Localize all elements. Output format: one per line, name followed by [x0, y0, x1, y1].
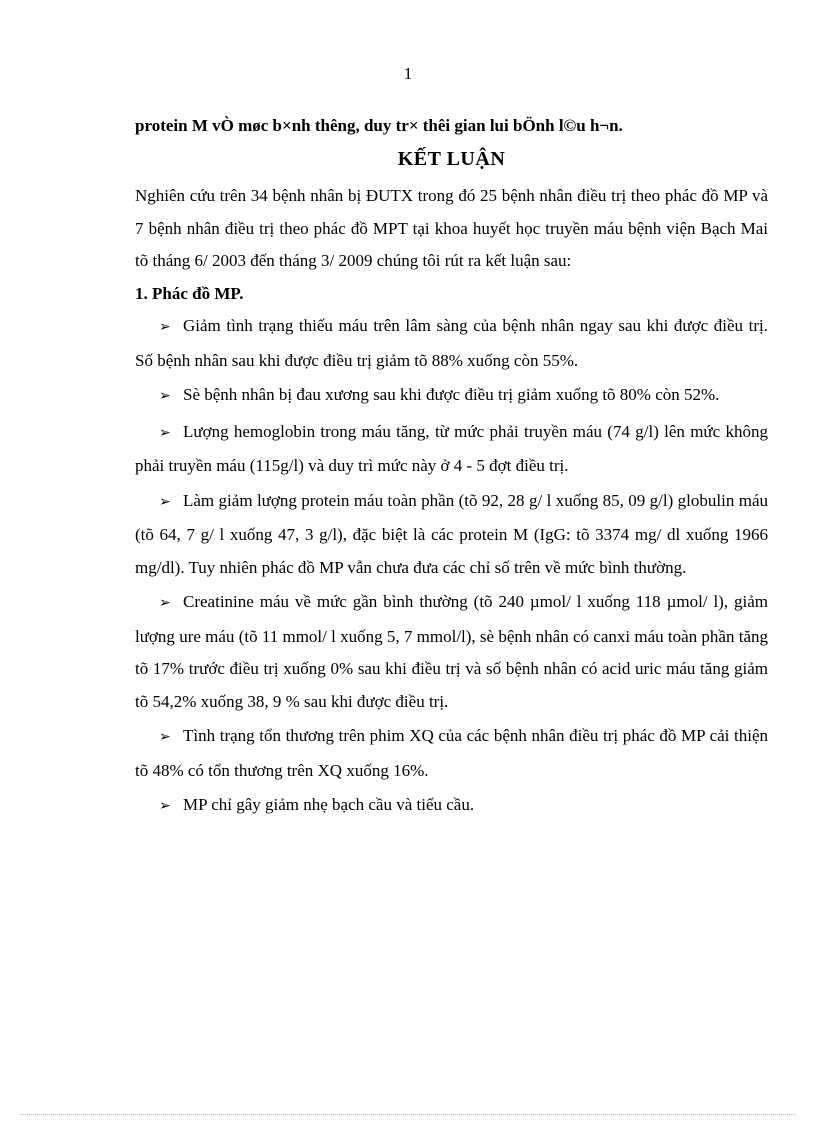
- bullet-text: MP chỉ gây giảm nhẹ bạch cầu và tiểu cầu.: [183, 795, 475, 814]
- page-bottom-divider: [20, 1114, 796, 1115]
- page-title: KẾT LUẬN: [397, 148, 506, 170]
- arrow-bullet-icon: ➢: [159, 425, 171, 441]
- bullet-item-3: [135, 416, 768, 483]
- bullet-text: Tình trạng tổn thương trên phim XQ của các bệnh nhân điều trị phác đồ MP cải thiện tõ 48% có tổn thương trên XQ xuống 16%.: [135, 726, 768, 780]
- bullet-item-7: [135, 789, 768, 824]
- bullet-text: Creatinine máu về mức gần bình thường (tõ 240 µmol/ l xuống 118 µmol/ l), giảm lượng ure máu (tõ 11 mmol/ l xuống 5, 7 mmol/l), sè bệnh nhân có canxi máu toàn phần tăng tõ 17% trước điều trị xuống 0% sau khi điều trị và số bệnh nhân có acid uric máu tăng giảm tõ 54,2% xuống 38, 9 % sau khi được điều trị.: [135, 592, 768, 711]
- section-1-title: 1. Phác đồ MP.: [135, 283, 244, 303]
- arrow-bullet-icon: ➢: [159, 494, 171, 510]
- arrow-bullet-icon: ➢: [159, 799, 171, 814]
- intro-paragraph: Nghiên cứu trên 34 bệnh nhân bị ĐUTX trong đó 25 bệnh nhân điều trị theo phác đồ MP và 7 bệnh nhân điều trị theo phác đồ MPT tại khoa huyết học truyền máu bệnh viện Bạch Mai tõ tháng 6/ 2003 đến tháng 3/ 2009 chúng tôi rút ra kết luận sau:: [135, 186, 768, 270]
- bullet-item-2: [135, 379, 768, 414]
- arrow-bullet-icon: ➢: [159, 389, 171, 404]
- bullet-text: Lượng hemoglobin trong máu tăng, từ mức phải truyền máu (74 g/l) lên mức không phải truyền máu (115g/l) và duy trì mức này ở 4 - 5 đợt điều trị.: [135, 421, 768, 475]
- document-body: [135, 112, 768, 824]
- bullet-text: Làm giảm lượng protein máu toàn phần (tõ 92, 28 g/ l xuống 85, 09 g/l) globulin máu (tõ 64, 7 g/ l xuống 47, 3 g/l), đặc biệt là các protein M (IgG: tõ 3374 mg/ dl xuống 1966 mg/dl). Tuy nhiên phác đồ MP vẫn chưa đưa các chỉ số trên về mức bình thường.: [135, 490, 768, 577]
- garbled-text-line: protein M vÒ møc b×nh thêng, duy tr× thêi gian lui bÖnh l©u h¬n.: [135, 116, 623, 135]
- bullet-text: Giảm tình trạng thiếu máu trên lâm sàng của bệnh nhân ngay sau khi được điều trị. Số bệnh nhân sau khi được điều trị giảm tõ 88% xuống còn 55%.: [135, 316, 768, 370]
- bullet-item-4: [135, 485, 768, 585]
- arrow-bullet-icon: ➢: [159, 320, 171, 335]
- page-number: 1: [403, 64, 413, 83]
- arrow-bullet-icon: ➢: [159, 730, 171, 745]
- bullet-item-1: [135, 310, 768, 377]
- arrow-bullet-icon: ➢: [159, 596, 171, 611]
- bullet-item-5: [135, 586, 768, 718]
- bullet-text: Sè bệnh nhân bị đau xương sau khi được điều trị giảm xuống tõ 80% còn 52%.: [183, 385, 720, 404]
- bullet-item-6: [135, 720, 768, 787]
